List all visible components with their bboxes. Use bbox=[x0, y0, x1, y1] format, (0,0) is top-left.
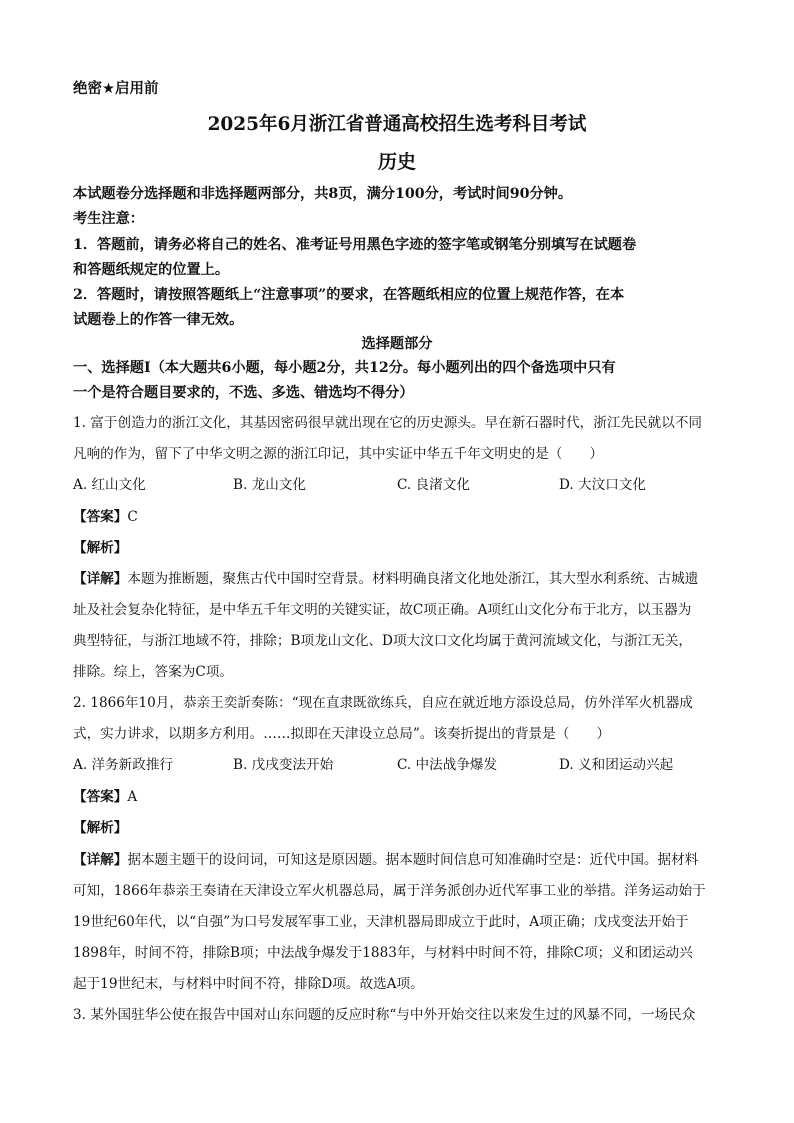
instructions-intro: 本试题卷分选择题和非选择题两部分，共8页，满分100分，考试时间90分钟。 bbox=[73, 186, 573, 202]
detail-line: 19世纪60年代，以“自强”为口号发展军事工业，天津机器局即成立于此时，A项正确；戊戌变法开始于 bbox=[73, 914, 689, 930]
note-2-line-2: 试题卷上的作答一律无效。 bbox=[73, 312, 244, 328]
option-c: C. 良渚文化 bbox=[397, 477, 470, 493]
analysis-label: 【解析】 bbox=[73, 820, 128, 836]
detail-label: 【详解】 bbox=[73, 852, 128, 868]
subject-title: 历史 bbox=[377, 151, 416, 173]
answer-value: C bbox=[127, 509, 138, 525]
option-d: D. 义和团运动兴起 bbox=[559, 757, 674, 773]
question-stem-line: 1. 富于创造力的浙江文化，其基因密码很早就出现在它的历史源头。早在新石器时代，浙江先民就以不同 bbox=[73, 415, 703, 431]
answer-label: 【答案】 bbox=[73, 789, 128, 805]
part1-heading-line-2: 一个是符合题目要求的，不选、多选、错选均不得分） bbox=[73, 385, 414, 401]
question-stem-line: 凡响的作为，留下了中华文明之源的浙江印记，其中实证中华五千年文明史的是（ ） bbox=[73, 446, 604, 462]
detail-text: 据本题主题干的设问词，可知这是原因题。据本题时间信息可知准确时空是：近代中国。据材料 bbox=[127, 852, 699, 868]
detail-line: 起于19世纪末，与材料中时间不符，排除D项。故选A项。 bbox=[73, 976, 424, 992]
detail-line: 址及社会复杂化特征，是中华五千年文明的关键实证，故C项正确。A项红山文化分布于北方，以玉器为 bbox=[73, 602, 692, 618]
option-a: A. 洋务新政推行 bbox=[73, 757, 174, 773]
option-b: B. 戊戌变法开始 bbox=[233, 757, 334, 773]
analysis-row bbox=[73, 536, 127, 556]
note-2-line-1: 2．答题时，请按照答题纸上“注意事项”的要求，在答题纸相应的位置上规范作答，在本 bbox=[73, 287, 625, 303]
detail-line: 典型特征，与浙江地域不符，排除；B项龙山文化、D项大汶口文化均属于黄河流域文化，与浙江无关， bbox=[73, 633, 693, 649]
option-b: B. 龙山文化 bbox=[233, 477, 307, 493]
option-d: D. 大汶口文化 bbox=[559, 477, 647, 493]
analysis-label: 【解析】 bbox=[73, 540, 128, 556]
analysis-row bbox=[73, 816, 127, 836]
detail-line bbox=[73, 567, 698, 587]
notice-heading: 考生注意： bbox=[73, 211, 144, 227]
question-stem-line: 式，实力讲求，以期多方利用。……拟即在天津设立总局”。该奏折提出的背景是（ ） bbox=[73, 726, 611, 742]
detail-line: 排除。综上，答案为C项。 bbox=[73, 664, 233, 680]
secret-mark: 绝密★启用前 bbox=[73, 81, 159, 97]
option-c: C. 中法战争爆发 bbox=[397, 757, 498, 773]
detail-label: 【详解】 bbox=[73, 571, 128, 587]
option-a: A. 红山文化 bbox=[73, 477, 146, 493]
exam-title: 2025年6月浙江省普通高校招生选考科目考试 bbox=[207, 114, 587, 135]
part1-heading-line-1: 一、选择题Ⅰ（本大题共6小题，每小题2分，共12分。每小题列出的四个备选项中只有 bbox=[73, 360, 616, 376]
detail-line bbox=[73, 848, 698, 868]
note-1-line-1: 1．答题前，请务必将自己的姓名、准考证号用黑色字迹的签字笔或钢笔分别填写在试题卷 bbox=[73, 237, 637, 253]
answer-label: 【答案】 bbox=[73, 509, 128, 525]
section-title: 选择题部分 bbox=[361, 336, 433, 352]
answer-row bbox=[73, 785, 137, 805]
detail-line: 可知，1866年恭亲王奏请在天津设立军火机器总局，属于洋务派创办近代军事工业的举措。洋务运动始于 bbox=[73, 883, 706, 899]
detail-text: 本题为推断题，聚焦古代中国时空背景。材料明确良渚文化地处浙江，其大型水利系统、古城遗 bbox=[127, 571, 699, 587]
question-stem-line: 3. 某外国驻华公使在报告中国对山东问题的反应时称“与中外开始交往以来发生过的风暴不同，一场民众 bbox=[73, 1007, 696, 1023]
answer-row bbox=[73, 505, 138, 525]
detail-line: 1898年，时间不符，排除B项；中法战争爆发于1883年，与材料中时间不符，排除C项；义和团运动兴 bbox=[73, 945, 693, 961]
question-stem-line: 2. 1866年10月，恭亲王奕訢奏陈：“现在直隶既欲练兵，自应在就近地方添设总局，仿外洋军火机器成 bbox=[73, 695, 693, 711]
note-1-line-2: 和答题纸规定的位置上。 bbox=[73, 262, 230, 278]
answer-value: A bbox=[127, 789, 138, 805]
